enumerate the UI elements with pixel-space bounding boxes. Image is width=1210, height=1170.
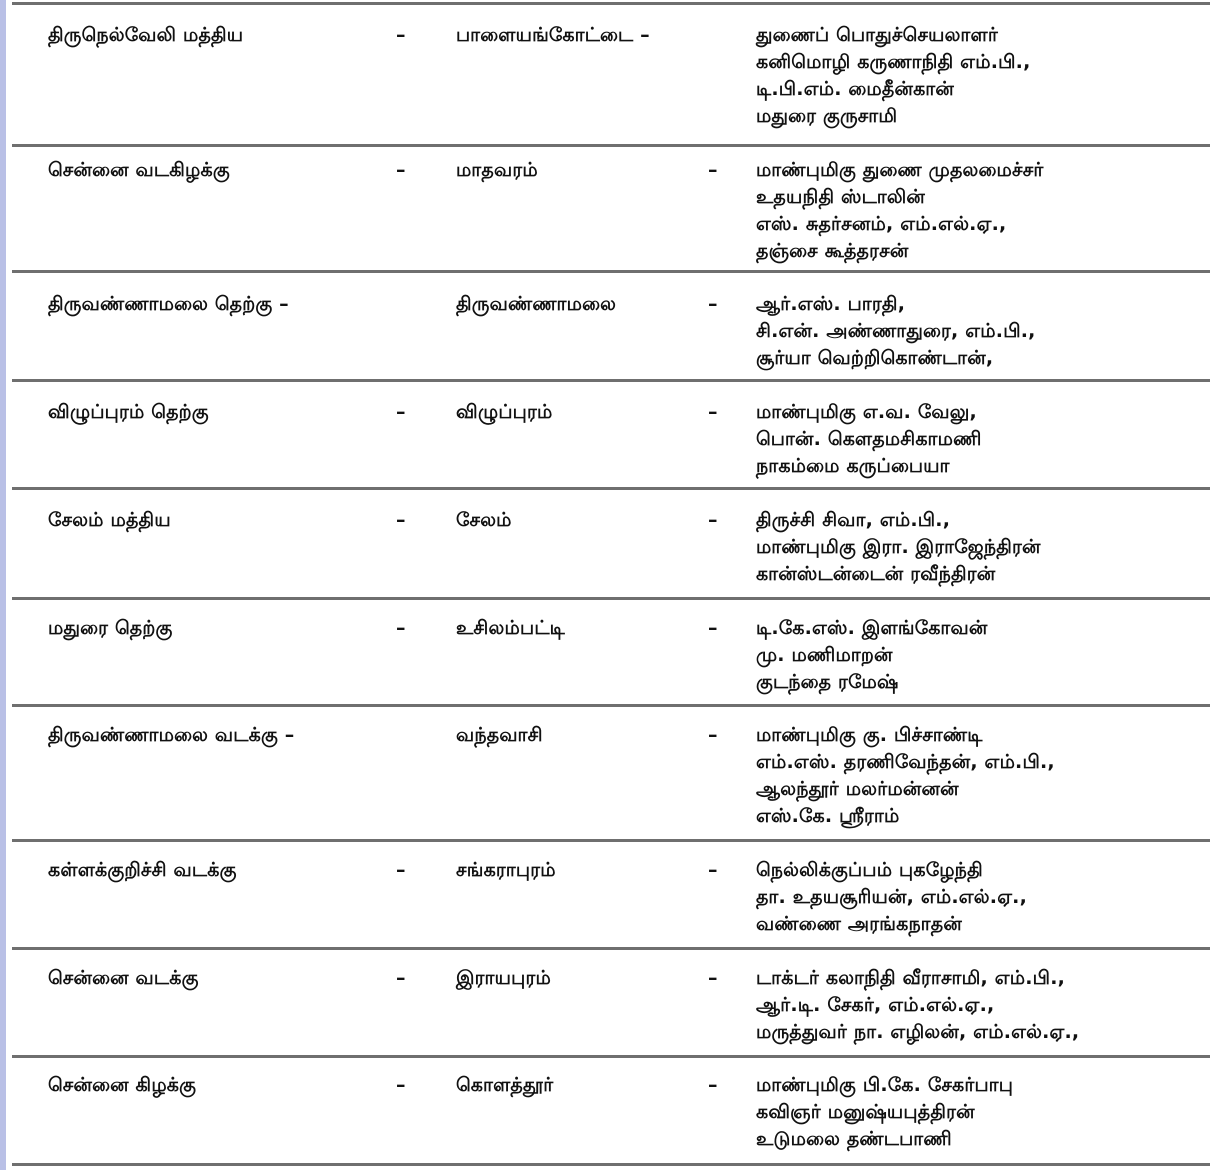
district-name: திருவண்ணாமலை தெற்கு – [48,293,289,315]
person-name: உடுமலை தண்டபாணி [756,1128,952,1150]
separator-dash: – [396,617,406,639]
person-name: டாக்டர் கலாநிதி வீராசாமி, எம்.பி., [756,967,1066,989]
person-name: தஞ்சை கூத்தரசன் [756,240,909,262]
separator-dash: – [396,159,406,181]
separator-dash: – [708,1074,718,1096]
row-divider [12,270,1210,273]
row-divider [12,487,1210,490]
separator-dash: – [708,159,718,181]
district-name: சென்னை வடக்கு [48,967,199,989]
person-name: டி.பி.எம். மைதீன்கான் [756,78,955,100]
assigned-names [756,157,1044,265]
person-name: கவிஞர் மனுஷ்யபுத்திரன் [756,1101,975,1123]
person-name: குடந்தை ரமேஷ் [756,671,899,693]
district-name: திருவண்ணாமலை வடக்கு – [48,724,295,746]
separator-dash: – [708,509,718,531]
person-name: பொன். கௌதமசிகாமணி [756,428,982,450]
separator-dash: – [396,967,406,989]
place-name: கொளத்தூர் [456,1074,554,1096]
district-name: சென்னை கிழக்கு [48,1074,197,1096]
person-name: உதயநிதி ஸ்டாலின் [756,186,926,208]
separator-dash: – [708,617,718,639]
row-divider [12,597,1210,600]
place-name: சேலம் [456,509,512,531]
assigned-names [756,22,1030,130]
person-name: மாண்புமிகு கு. பிச்சாண்டி [756,724,983,746]
person-name: கான்ஸ்டன்டைன் ரவீந்திரன் [756,563,996,585]
person-name: கனிமொழி கருணாநிதி எம்.பி., [756,51,1031,73]
separator-dash: – [708,724,718,746]
separator-dash: – [396,859,406,881]
row-divider [12,1163,1210,1166]
assigned-names [756,507,1041,588]
assigned-names [756,857,1027,938]
district-name: விழுப்புரம் தெற்கு [48,401,209,423]
row-divider [12,379,1210,382]
row-divider [12,1055,1210,1058]
place-name: சங்கராபுரம் [456,859,556,881]
district-name: மதுரை தெற்கு [48,617,173,639]
district-name: திருநெல்வேலி மத்திய [48,24,244,46]
person-name: மாண்புமிகு இரா. இராஜேந்திரன் [756,536,1041,558]
place-name: மாதவரம் [456,159,538,181]
separator-dash: – [708,293,718,315]
person-name: மாண்புமிகு எ.வ. வேலு, [756,401,977,423]
person-name: ஆர்.எஸ். பாரதி, [756,293,906,315]
separator-dash: – [708,859,718,881]
separator-dash: – [396,24,406,46]
assigned-names [756,291,1036,372]
person-name: நெல்லிக்குப்பம் புகழேந்தி [756,859,983,881]
row-divider [12,2,1210,5]
person-name: திருச்சி சிவா, எம்.பி., [756,509,951,531]
place-name: வந்தவாசி [456,724,543,746]
separator-dash: – [708,401,718,423]
person-name: மாண்புமிகு துணை முதலமைச்சர் [756,159,1044,181]
assigned-names [756,722,1055,830]
separator-dash: – [396,1074,406,1096]
assigned-names [756,399,982,480]
person-name: டி.கே.எஸ். இளங்கோவன் [756,617,988,639]
place-name: இராயபுரம் [456,967,551,989]
person-name: நாகம்மை கருப்பையா [756,455,950,477]
separator-dash: – [396,401,406,423]
assigned-names [756,615,988,696]
place-name: விழுப்புரம் [456,401,553,423]
place-name: பாளையங்கோட்டை – [456,24,650,46]
person-name: வண்ணை அரங்கநாதன் [756,913,962,935]
separator-dash: – [708,967,718,989]
person-name: எஸ். சுதர்சனம், எம்.எல்.ஏ., [756,213,1007,235]
person-name: சி.என். அண்ணாதுரை, எம்.பி., [756,320,1036,342]
place-name: உசிலம்பட்டி [456,617,565,639]
separator-dash: – [396,509,406,531]
person-name: ஆலந்தூர் மலர்மன்னன் [756,778,959,800]
person-name: மருத்துவர் நா. எழிலன், எம்.எல்.ஏ., [756,1021,1080,1043]
person-name: மு. மணிமாறன் [756,644,893,666]
person-name: மாண்புமிகு பி.கே. சேகர்பாபு [756,1074,1014,1096]
person-name: எஸ்.கே. ஸ்ரீராம் [756,805,900,827]
district-name: சேலம் மத்திய [48,509,171,531]
person-name: தா. உதயசூரியன், எம்.எல்.ஏ., [756,886,1028,908]
person-name: சூர்யா வெற்றிகொண்டான், [756,347,994,369]
row-divider [12,144,1210,147]
person-name: ஆர்.டி. சேகர், எம்.எல்.ஏ., [756,994,995,1016]
district-name: கள்ளக்குறிச்சி வடக்கு [48,859,237,881]
row-divider [12,704,1210,707]
person-name: மதுரை குருசாமி [756,105,898,127]
row-divider [12,947,1210,950]
person-name: துணைப் பொதுச்செயலாளர் [756,24,999,46]
row-divider [12,839,1210,842]
person-name: எம்.எஸ். தரணிவேந்தன், எம்.பி., [756,751,1055,773]
assigned-names [756,965,1079,1046]
place-name: திருவண்ணாமலை [456,293,617,315]
district-name: சென்னை வடகிழக்கு [48,159,230,181]
assigned-names [756,1072,1013,1153]
